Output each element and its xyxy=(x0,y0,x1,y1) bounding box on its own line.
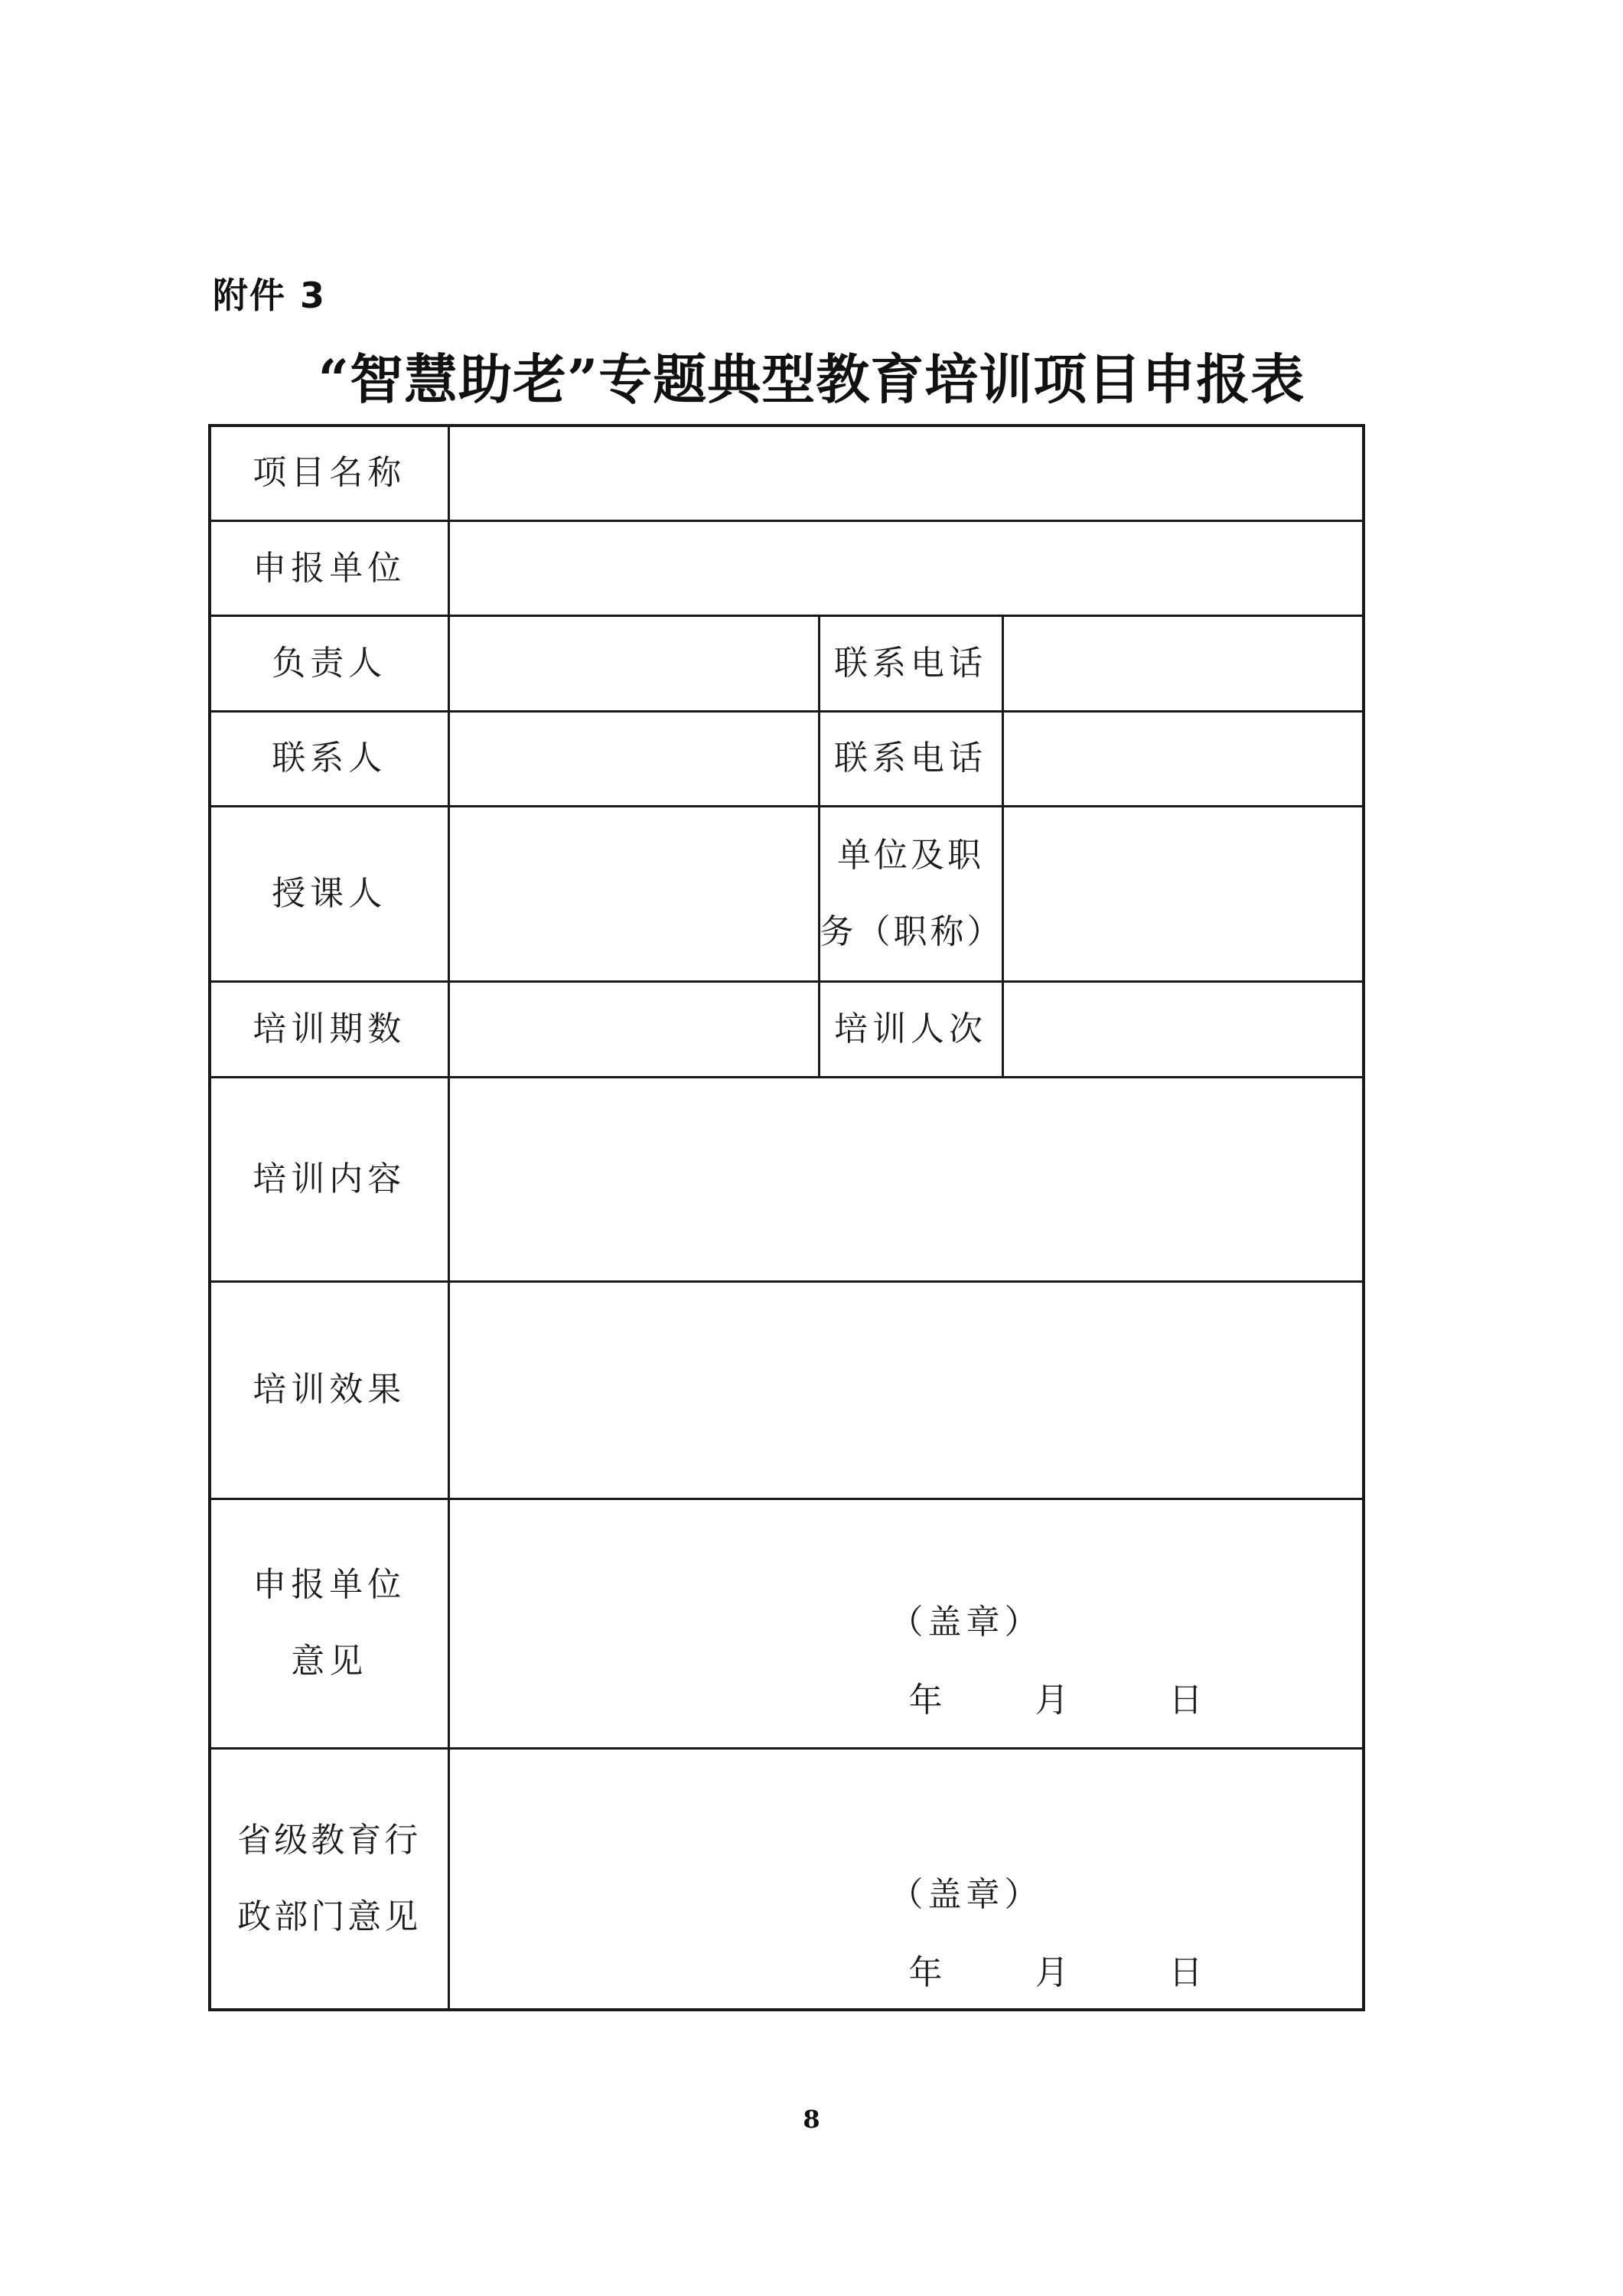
label-instructor: 授课人 xyxy=(210,807,448,982)
form-title: “智慧助老”专题典型教育培训项目申报表 xyxy=(318,347,1305,411)
label-applicant-opinion-line2: 意见 xyxy=(291,1642,368,1681)
table-row xyxy=(210,711,1364,806)
year-label: 年 xyxy=(908,1952,947,1992)
field-applicant-opinion[interactable] xyxy=(448,1499,1364,1748)
label-provincial-opinion-line1: 省级教育行 xyxy=(237,1820,422,1860)
day-label: 日 xyxy=(1168,1952,1207,1992)
label-provincial-opinion xyxy=(210,1748,448,2010)
label-applicant-unit: 申报单位 xyxy=(210,520,448,615)
label-training-effect: 培训效果 xyxy=(210,1282,448,1499)
field-training-content[interactable] xyxy=(448,1077,1364,1281)
table-row xyxy=(210,1282,1364,1499)
application-form-table xyxy=(208,424,1365,2011)
day-label: 日 xyxy=(1168,1680,1207,1720)
field-instructor[interactable] xyxy=(448,807,819,982)
field-contact-person[interactable] xyxy=(448,711,819,806)
field-provincial-opinion[interactable] xyxy=(448,1748,1364,2010)
table-row xyxy=(210,1748,1364,2010)
field-training-effect[interactable] xyxy=(448,1282,1364,1499)
label-applicant-opinion-line1: 申报单位 xyxy=(253,1565,406,1605)
seal-text: （盖章） xyxy=(889,1874,1043,1914)
table-row xyxy=(210,520,1364,615)
table-row xyxy=(210,1077,1364,1281)
label-unit-position-line1: 单位及职 xyxy=(837,836,984,876)
field-training-sessions[interactable] xyxy=(448,982,819,1077)
table-row xyxy=(210,807,1364,982)
label-unit-position-line2: 务（职称） xyxy=(820,912,1004,952)
field-contact-phone-2[interactable] xyxy=(1002,711,1364,806)
attachment-label: 附件 3 xyxy=(213,275,327,316)
label-training-sessions: 培训期数 xyxy=(210,982,448,1077)
field-applicant-unit[interactable] xyxy=(448,520,1364,615)
table-row xyxy=(210,982,1364,1077)
field-trainee-count[interactable] xyxy=(1002,982,1364,1077)
field-contact-phone-1[interactable] xyxy=(1002,616,1364,711)
label-provincial-opinion-line2: 政部门意见 xyxy=(237,1896,422,1936)
table-row xyxy=(210,426,1364,520)
label-trainee-count: 培训人次 xyxy=(819,982,1002,1077)
date-line xyxy=(909,1950,1207,1996)
page-number: 8 xyxy=(803,2105,820,2134)
label-contact-phone-1: 联系电话 xyxy=(819,616,1002,711)
table-row xyxy=(210,1499,1364,1748)
seal-text: （盖章） xyxy=(889,1602,1043,1642)
field-person-in-charge[interactable] xyxy=(448,616,819,711)
label-training-content: 培训内容 xyxy=(210,1077,448,1281)
label-applicant-opinion xyxy=(210,1499,448,1748)
date-line xyxy=(909,1678,1207,1724)
label-contact-person: 联系人 xyxy=(210,711,448,806)
field-unit-position[interactable] xyxy=(1002,807,1364,982)
field-project-name[interactable] xyxy=(448,426,1364,520)
label-person-in-charge: 负责人 xyxy=(210,616,448,711)
month-label: 月 xyxy=(1035,1952,1074,1992)
label-unit-position xyxy=(819,807,1002,982)
month-label: 月 xyxy=(1035,1680,1074,1720)
label-project-name: 项目名称 xyxy=(210,426,448,520)
table-row xyxy=(210,616,1364,711)
year-label: 年 xyxy=(908,1680,947,1720)
label-contact-phone-2: 联系电话 xyxy=(819,711,1002,806)
